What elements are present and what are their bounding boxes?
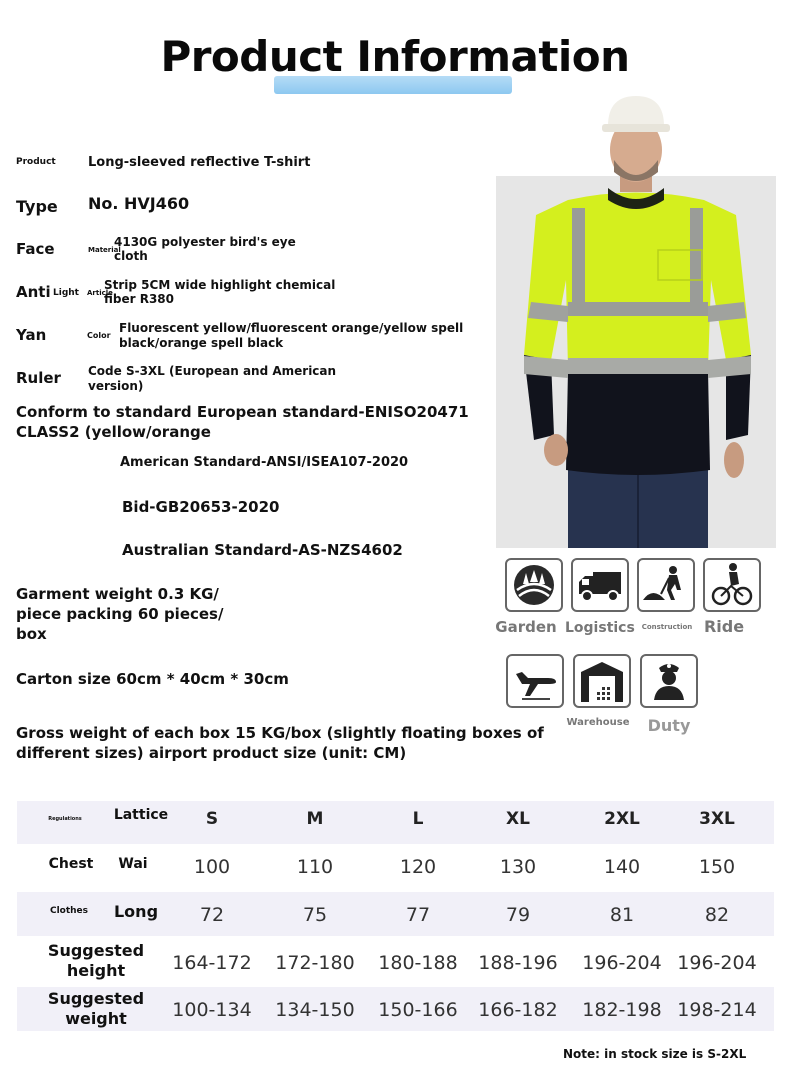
chest-s: 100 bbox=[193, 856, 231, 878]
table-row-suggested-height bbox=[17, 936, 774, 987]
yan-value-line1: Fluorescent yellow/fluorescent orange/yellow spell bbox=[119, 321, 464, 335]
row-label-suggested-height-1: Suggested bbox=[47, 941, 145, 960]
ruler-value-line1: Code S-3XL (European and American bbox=[88, 364, 337, 378]
height-s: 164-172 bbox=[172, 952, 252, 974]
size-xl: XL bbox=[506, 809, 530, 829]
carton-size: Carton size 60cm * 40cm * 30cm bbox=[16, 670, 289, 688]
face-value-line1: 4130G polyester bird's eye bbox=[114, 235, 296, 249]
construction-label: Construction bbox=[641, 623, 693, 631]
row-label-suggested-height-2: height bbox=[66, 961, 126, 980]
garden-icon bbox=[507, 560, 561, 610]
garden-label: Garden bbox=[495, 618, 557, 636]
construction-icon-box bbox=[637, 558, 695, 612]
standard-gb: Bid-GB20653-2020 bbox=[122, 498, 280, 516]
type-value: No. HVJ460 bbox=[88, 194, 190, 213]
product-value: Long-sleeved reflective T-shirt bbox=[88, 155, 311, 170]
weight-2xl: 182-198 bbox=[582, 999, 662, 1021]
ride-label: Ride bbox=[703, 617, 745, 636]
warehouse-icon-box bbox=[573, 654, 631, 708]
row-label-long: Long bbox=[113, 902, 159, 921]
gross-weight-line1: Gross weight of each box 15 KG/box (slightly floating boxes of bbox=[16, 724, 544, 742]
long-m: 75 bbox=[302, 904, 328, 926]
long-3xl: 82 bbox=[704, 904, 730, 926]
size-s: S bbox=[205, 809, 219, 829]
anti-label: Anti bbox=[16, 283, 51, 301]
weight-l: 150-166 bbox=[378, 999, 458, 1021]
anti-sub-label-light: Light bbox=[53, 288, 79, 298]
header-label-lattice: Lattice bbox=[113, 807, 169, 823]
size-2xl: 2XL bbox=[604, 809, 640, 829]
chest-3xl: 150 bbox=[698, 856, 736, 878]
type-label: Type bbox=[16, 197, 58, 216]
warehouse-label: Warehouse bbox=[566, 717, 630, 728]
row-label-suggested-weight-2: weight bbox=[65, 1009, 127, 1028]
cyclist-icon bbox=[705, 560, 759, 610]
table-header-row bbox=[17, 801, 774, 844]
height-m: 172-180 bbox=[275, 952, 355, 974]
size-l: L bbox=[412, 809, 424, 829]
yan-label: Yan bbox=[16, 326, 47, 344]
standard-australian: Australian Standard-AS-NZS4602 bbox=[122, 541, 403, 559]
stock-note: Note: in stock size is S-2XL bbox=[563, 1047, 747, 1061]
construction-worker-icon bbox=[639, 560, 693, 610]
ruler-value-line2: version) bbox=[88, 379, 144, 393]
table-row-chest bbox=[17, 844, 774, 892]
standard-american: American Standard-ANSI/ISEA107-2020 bbox=[120, 455, 409, 470]
long-l: 77 bbox=[405, 904, 431, 926]
page-title: Product Information bbox=[160, 32, 630, 81]
height-3xl: 196-204 bbox=[677, 952, 757, 974]
header-label-regulations: Regulations bbox=[48, 816, 82, 822]
size-3xl: 3XL bbox=[699, 809, 735, 829]
face-label: Face bbox=[16, 240, 55, 258]
logistics-label: Logistics bbox=[565, 620, 635, 636]
logistics-icon-box bbox=[571, 558, 629, 612]
yan-sub-label: Color bbox=[87, 331, 111, 340]
garden-icon-box bbox=[505, 558, 563, 612]
gross-weight-line2: different sizes) airport product size (unit: CM) bbox=[16, 744, 407, 762]
warehouse-icon bbox=[575, 656, 629, 706]
weight-s: 100-134 bbox=[172, 999, 252, 1021]
chest-2xl: 140 bbox=[603, 856, 641, 878]
truck-icon bbox=[573, 560, 627, 610]
anti-value-line1: Strip 5CM wide highlight chemical bbox=[104, 278, 336, 292]
anti-sub-label-article: Article bbox=[87, 289, 113, 297]
garment-line1: Garment weight 0.3 KG/ bbox=[16, 585, 219, 603]
duty-icon-box bbox=[640, 654, 698, 708]
shirt-yellow bbox=[524, 193, 751, 371]
anti-value-line2: fiber R380 bbox=[104, 292, 175, 306]
face-value-line2: cloth bbox=[114, 249, 148, 263]
long-2xl: 81 bbox=[609, 904, 635, 926]
height-xl: 188-196 bbox=[478, 952, 558, 974]
chest-xl: 130 bbox=[499, 856, 537, 878]
yan-value-line2: black/orange spell black bbox=[119, 336, 284, 350]
conform-line1: Conform to standard European standard-ENISO20471 bbox=[16, 403, 469, 421]
height-2xl: 196-204 bbox=[582, 952, 662, 974]
long-s: 72 bbox=[199, 904, 225, 926]
face-sub-label: Material bbox=[88, 246, 121, 254]
shirt-black bbox=[566, 370, 710, 475]
police-officer-icon bbox=[642, 656, 696, 706]
ruler-label: Ruler bbox=[16, 369, 61, 387]
airplane-icon bbox=[508, 656, 562, 706]
size-m: M bbox=[306, 809, 324, 829]
weight-xl: 166-182 bbox=[478, 999, 558, 1021]
chest-m: 110 bbox=[296, 856, 334, 878]
ride-icon-box bbox=[703, 558, 761, 612]
product-photo bbox=[496, 90, 776, 548]
duty-label: Duty bbox=[647, 716, 691, 735]
conform-line2: CLASS2 (yellow/orange bbox=[16, 423, 211, 441]
row-label-clothes: Clothes bbox=[49, 906, 89, 916]
height-l: 180-188 bbox=[378, 952, 458, 974]
hard-hat bbox=[608, 96, 664, 126]
long-xl: 79 bbox=[505, 904, 531, 926]
chest-l: 120 bbox=[399, 856, 437, 878]
row-label-suggested-weight-1: Suggested bbox=[47, 989, 145, 1008]
garment-line3: box bbox=[16, 625, 47, 643]
row-label-wai: Wai bbox=[118, 856, 148, 872]
product-label: Product bbox=[16, 157, 56, 167]
table-row-suggested-weight bbox=[17, 987, 774, 1031]
airport-icon-box bbox=[506, 654, 564, 708]
table-row-clothes-long bbox=[17, 892, 774, 936]
weight-3xl: 198-214 bbox=[677, 999, 757, 1021]
row-label-chest: Chest bbox=[48, 856, 94, 872]
garment-line2: piece packing 60 pieces/ bbox=[16, 605, 224, 623]
weight-m: 134-150 bbox=[275, 999, 355, 1021]
